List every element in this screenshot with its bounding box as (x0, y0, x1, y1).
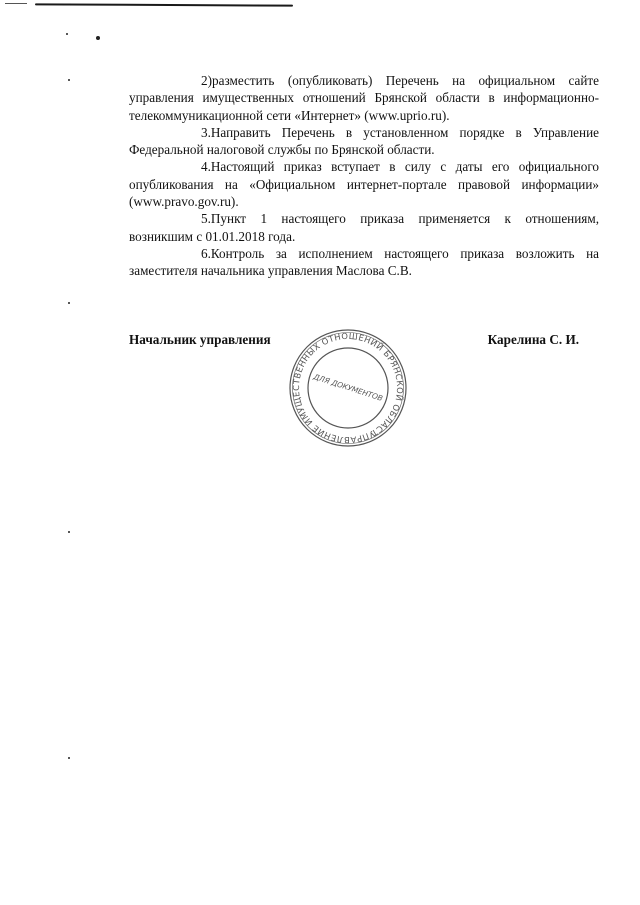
paragraph-text: Контроль за исполнением настоящего приказа возложить на заместителя начальника управления Маслова С.В. (129, 245, 599, 279)
paragraph-number: 4. (201, 159, 211, 175)
paragraph-number: 3. (201, 124, 211, 140)
signatory-title: Начальник управления (129, 332, 271, 347)
paragraph-item-5 (129, 210, 599, 245)
scan-edge-mark (5, 3, 27, 4)
stamp-center-text: ДЛЯ ДОКУМЕНТОВ (312, 372, 384, 403)
paragraph-number: 2) (201, 73, 212, 88)
paragraph-text: Направить Перечень в установленном порядке в Управление Федеральной налоговой службы по Брянской области. (129, 124, 599, 158)
paragraph-item-4 (129, 158, 599, 210)
paragraph-text: разместить (опубликовать) Перечень на официальном сайте управления имущественных отношений Брянской области в информационно-телекоммуникационной сети «Интернет» (www.uprio.ru). (129, 73, 599, 123)
scan-speck (96, 36, 100, 40)
scan-speck (68, 531, 70, 533)
stamp-ring-text-path: УПРАВЛЕНИЕ ИМУЩЕСТВЕННЫХ ОТНОШЕНИЙ БРЯНСКОЙ ОБЛАСТИ (290, 330, 406, 446)
document-body (129, 72, 599, 280)
paragraph-number: 6. (201, 245, 211, 261)
scan-edge-line (35, 3, 293, 6)
official-seal-stamp (286, 326, 410, 450)
paragraph-text: Пункт 1 настоящего приказа применяется к отношениям, возникшим с 01.01.2018 года. (129, 211, 599, 244)
scan-speck (68, 757, 70, 759)
signatory-name: Карелина С. И. (487, 332, 579, 347)
paragraph-item-6 (129, 245, 599, 280)
scan-speck (66, 33, 68, 35)
scan-speck (68, 79, 70, 81)
paragraph-text: Настоящий приказ вступает в силу с даты его официального опубликования на «Официальном интернет-портале правовой информации» (www.pravo.gov.ru). (129, 159, 599, 210)
scan-speck (68, 302, 70, 304)
paragraph-item-2 (129, 72, 599, 124)
paragraph-item-3 (129, 124, 599, 159)
paragraph-number: 5. (201, 211, 211, 227)
